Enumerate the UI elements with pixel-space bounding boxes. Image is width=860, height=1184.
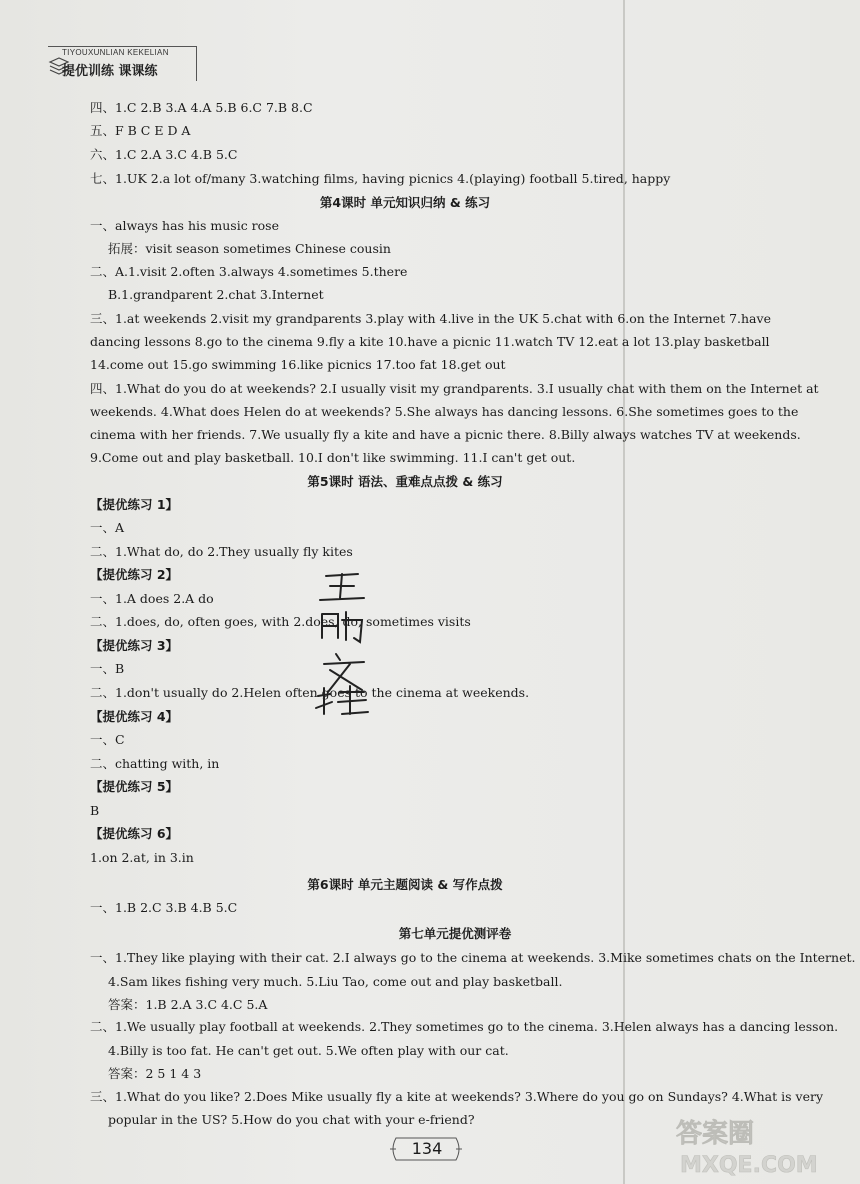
answer-line: 二、1.What do, do 2.They usually fly kites — [90, 544, 353, 559]
exercise-label: 【提优练习 3】 — [90, 638, 179, 653]
answer-line: 二、1.does, do, often goes, with 2.does, do, sometimes visits — [90, 614, 471, 629]
answer-line: 四、1.What do you do at weekends? 2.I usually visit my grandparents. 3.I usually chat with them on the Internet at — [90, 381, 819, 396]
watermark-text: MXQE.COM — [680, 1153, 818, 1178]
exercise-label: 【提优练习 2】 — [90, 567, 179, 582]
header-pinyin: TIYOUXUNLIAN KEKELIAN — [62, 48, 169, 57]
answer-line: 一、1.B 2.C 3.B 4.B 5.C — [90, 900, 238, 915]
exercise-label: 【提优练习 1】 — [90, 497, 179, 512]
page-number: 134 — [411, 1139, 443, 1158]
exercise-label: 【提优练习 5】 — [90, 779, 179, 794]
answer-line: 1.on 2.at, in 3.in — [90, 850, 194, 865]
answer-line: 一、A — [90, 520, 125, 535]
answer-line: 三、1.What do you like? 2.Does Mike usually fly a kite at weekends? 3.Where do you go on Sundays? 4.What is very — [90, 1089, 824, 1104]
section-heading: 第6课时 单元主题阅读 & 写作点拨 — [307, 877, 503, 892]
answer-line: weekends. 4.What does Helen do at weekends? 5.She always has dancing lessons. 6.She sometimes goes to the — [90, 404, 799, 419]
answer-line: 一、always has his music rose — [90, 218, 279, 233]
header-title: 提优训练 课课练 — [62, 64, 158, 79]
answer-line: 一、C — [90, 732, 125, 747]
handwritten-annotation — [306, 568, 386, 718]
answer-line: 拓展：visit season sometimes Chinese cousin — [108, 241, 391, 256]
section-heading: 第5课时 语法、重难点点拨 & 练习 — [307, 474, 503, 489]
answer-line: 二、1.don't usually do 2.Helen often goes to the cinema at weekends. — [90, 685, 530, 700]
svg-text:答案圈: 答案圈 — [676, 1119, 755, 1149]
answer-line: 一、1.A does 2.A do — [90, 591, 214, 606]
answer-line: 一、1.They like playing with their cat. 2.I always go to the cinema at weekends. 3.Mike sometimes chats on the Internet. — [90, 950, 856, 965]
answer-line: dancing lessons 8.go to the cinema 9.fly a kite 10.have a picnic 11.watch TV 12.eat a lot 13.play basketball — [90, 334, 770, 349]
answer-line: 答案：2 5 1 4 3 — [108, 1066, 202, 1081]
site-watermark-logo — [672, 1112, 818, 1178]
answer-line: 二、A.1.visit 2.often 3.always 4.sometimes 5.there — [90, 264, 408, 279]
answer-line: 答案：1.B 2.A 3.C 4.C 5.A — [108, 997, 268, 1012]
answer-line: 四、1.C 2.B 3.A 4.A 5.B 6.C 7.B 8.C — [90, 100, 313, 115]
section-heading: 第七单元提优测评卷 — [398, 926, 512, 941]
answer-line: 五、F B C E D A — [90, 123, 191, 138]
exercise-label: 【提优练习 6】 — [90, 826, 179, 841]
exercise-label: 【提优练习 4】 — [90, 709, 179, 724]
answer-line: 二、chatting with, in — [90, 756, 220, 771]
answer-line: 三、1.at weekends 2.visit my grandparents 3.play with 4.live in the UK 5.chat with 6.on the Internet 7.have — [90, 311, 771, 326]
answer-line: 4.Billy is too fat. He can't get out. 5.We often play with our cat. — [108, 1043, 509, 1058]
answer-line: 七、1.UK 2.a lot of/many 3.watching films, having picnics 4.(playing) football 5.tired, happy — [90, 171, 671, 186]
answer-line: 14.come out 15.go swimming 16.like picnics 17.too fat 18.get out — [90, 357, 506, 372]
answer-line: B — [90, 803, 100, 818]
answer-line: B.1.grandparent 2.chat 3.Internet — [108, 287, 324, 302]
answer-line: 一、B — [90, 661, 125, 676]
answer-line: 二、1.We usually play football at weekends. 2.They sometimes go to the cinema. 3.Helen always has a dancing lesson. — [90, 1019, 839, 1034]
answer-line: 4.Sam likes fishing very much. 5.Liu Tao, come out and play basketball. — [108, 974, 563, 989]
answer-line: 9.Come out and play basketball. 10.I don't like swimming. 11.I can't get out. — [90, 450, 576, 465]
section-heading: 第4课时 单元知识归纳 & 练习 — [319, 195, 491, 210]
answer-line: cinema with her friends. 7.We usually fly a kite and have a picnic there. 8.Billy always watches TV at weekends. — [90, 427, 801, 442]
answer-line: popular in the US? 5.How do you chat with your e-friend? — [108, 1112, 475, 1127]
answer-line: 六、1.C 2.A 3.C 4.B 5.C — [90, 147, 238, 162]
